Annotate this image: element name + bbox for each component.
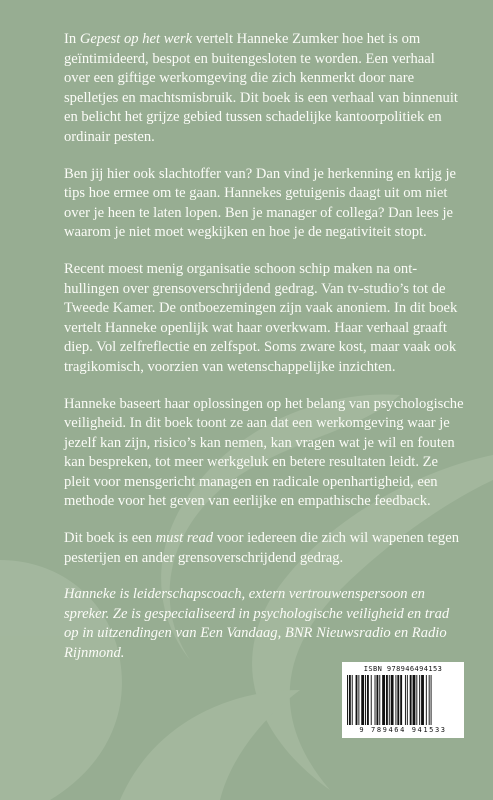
back-cover-text <box>64 30 464 681</box>
swirl-shape-lower <box>120 690 300 800</box>
barcode-bar <box>413 675 416 725</box>
barcode-bar <box>416 675 417 725</box>
barcode-bar <box>371 675 372 725</box>
author-bio: Hanneke is leiderschapscoach, extern vertrouwenspersoon en spreker. Ze is gespecialiseerd in psychologische veiligheid en trad op in uitzendingen van Een Vandaag, BNR Nieuwsradio en Radio Rijnmond. <box>64 586 450 662</box>
barcode-bar <box>375 675 376 725</box>
barcode-bar <box>352 675 353 725</box>
barcode-bar <box>410 675 412 725</box>
barcode-bar <box>379 675 380 725</box>
barcode-bar <box>419 675 420 725</box>
barcode-bar <box>347 675 348 725</box>
barcode-bar <box>376 675 378 725</box>
barcode-bars <box>347 675 459 725</box>
must-read-emphasis: must read <box>155 530 214 547</box>
barcode-bar <box>421 675 424 725</box>
barcode-bar <box>395 675 396 725</box>
book-title: Gepest op het werk <box>79 31 193 47</box>
isbn-digits: 9 789464 941533 <box>359 726 447 734</box>
p1-before: In <box>64 31 80 47</box>
barcode-bar <box>365 675 366 725</box>
blurb-paragraph-3: Recent moest menig organisatie schoon schip maken na ont-hullingen over grensoverschrijdend gedrag. Van tv-studio’s tot de Tweede Kamer. De ontboezemingen zijn vaak anoniem. In dit boek vertelt Hanneke openlijk wat haar overkwam. Haar verhaal graaft diep. Vol zelfreflectie en zelfspot. Soms zware kost, maar vaak ook tragikomisch, voorzien van wetenschappelijke inzichten. <box>64 260 458 375</box>
p5-before: Dit boek is een <box>64 530 156 547</box>
barcode-bar <box>367 675 369 725</box>
barcode-bar <box>358 675 359 725</box>
barcode-bar <box>361 675 364 725</box>
isbn-barcode <box>342 662 464 738</box>
barcode-bar <box>397 675 399 725</box>
p5-after: voor iedereen die zich wil wapenen tegen pesterijen en ander grensoverschrijdend gedrag. <box>64 530 460 566</box>
isbn-label: ISBN 978946494153 <box>363 665 443 673</box>
blurb-paragraph-4: Hanneke baseert haar oplossingen op het belang van psychologische veiligheid. In dit boek toont ze aan dat een werkomgeving waar je jezelf kan zijn, risico’s kan nemen, kan vragen wat je wil en fouten kan bespreken, tot meer werkgeluk en betere resultaten leidt. Ze pleit voor mensgericht managen en radicale openhartigheid, een methode voor het geven van eerlijke en empathische feedback. <box>64 395 464 510</box>
blurb-paragraph-1 <box>64 30 464 148</box>
barcode-bar <box>389 675 390 725</box>
barcode-bar <box>382 675 385 725</box>
barcode-bar <box>386 675 388 725</box>
barcode-bar <box>356 675 358 725</box>
blurb-paragraph-2: Ben jij hier ook slachtoffer van? Dan vind je herkenning en krijg je tips hoe ermee om te gaan. Hannekes getuigenis daagt uit om niet over je heen te laten lopen. Ben je manager of collega? Dan lees je waarom je niet moet wegkijken en hoe je de negativiteit stopt. <box>64 165 457 241</box>
barcode-bar <box>407 675 408 725</box>
barcode-bar <box>426 675 427 725</box>
blurb-paragraph-5 <box>64 529 464 568</box>
barcode-bar <box>349 675 351 725</box>
barcode-bar <box>400 675 402 725</box>
barcode-bar <box>429 675 430 725</box>
p1-after: vertelt Hanneke Zumker hoe het is om geïntimideerd, bespot en buitengesloten te worden. Een verhaal over een giftige werkomgeving die zich kenmerkt door nare spelletjes en machtsmisbruik. Dit boek is een verhaal van binnenuit en belicht het grijze gebied tussen schadelijke kantoorpolitiek en ordinair pesten. <box>64 31 458 145</box>
barcode-bar <box>391 675 394 725</box>
barcode-bar <box>431 675 432 725</box>
barcode-bar <box>405 675 406 725</box>
